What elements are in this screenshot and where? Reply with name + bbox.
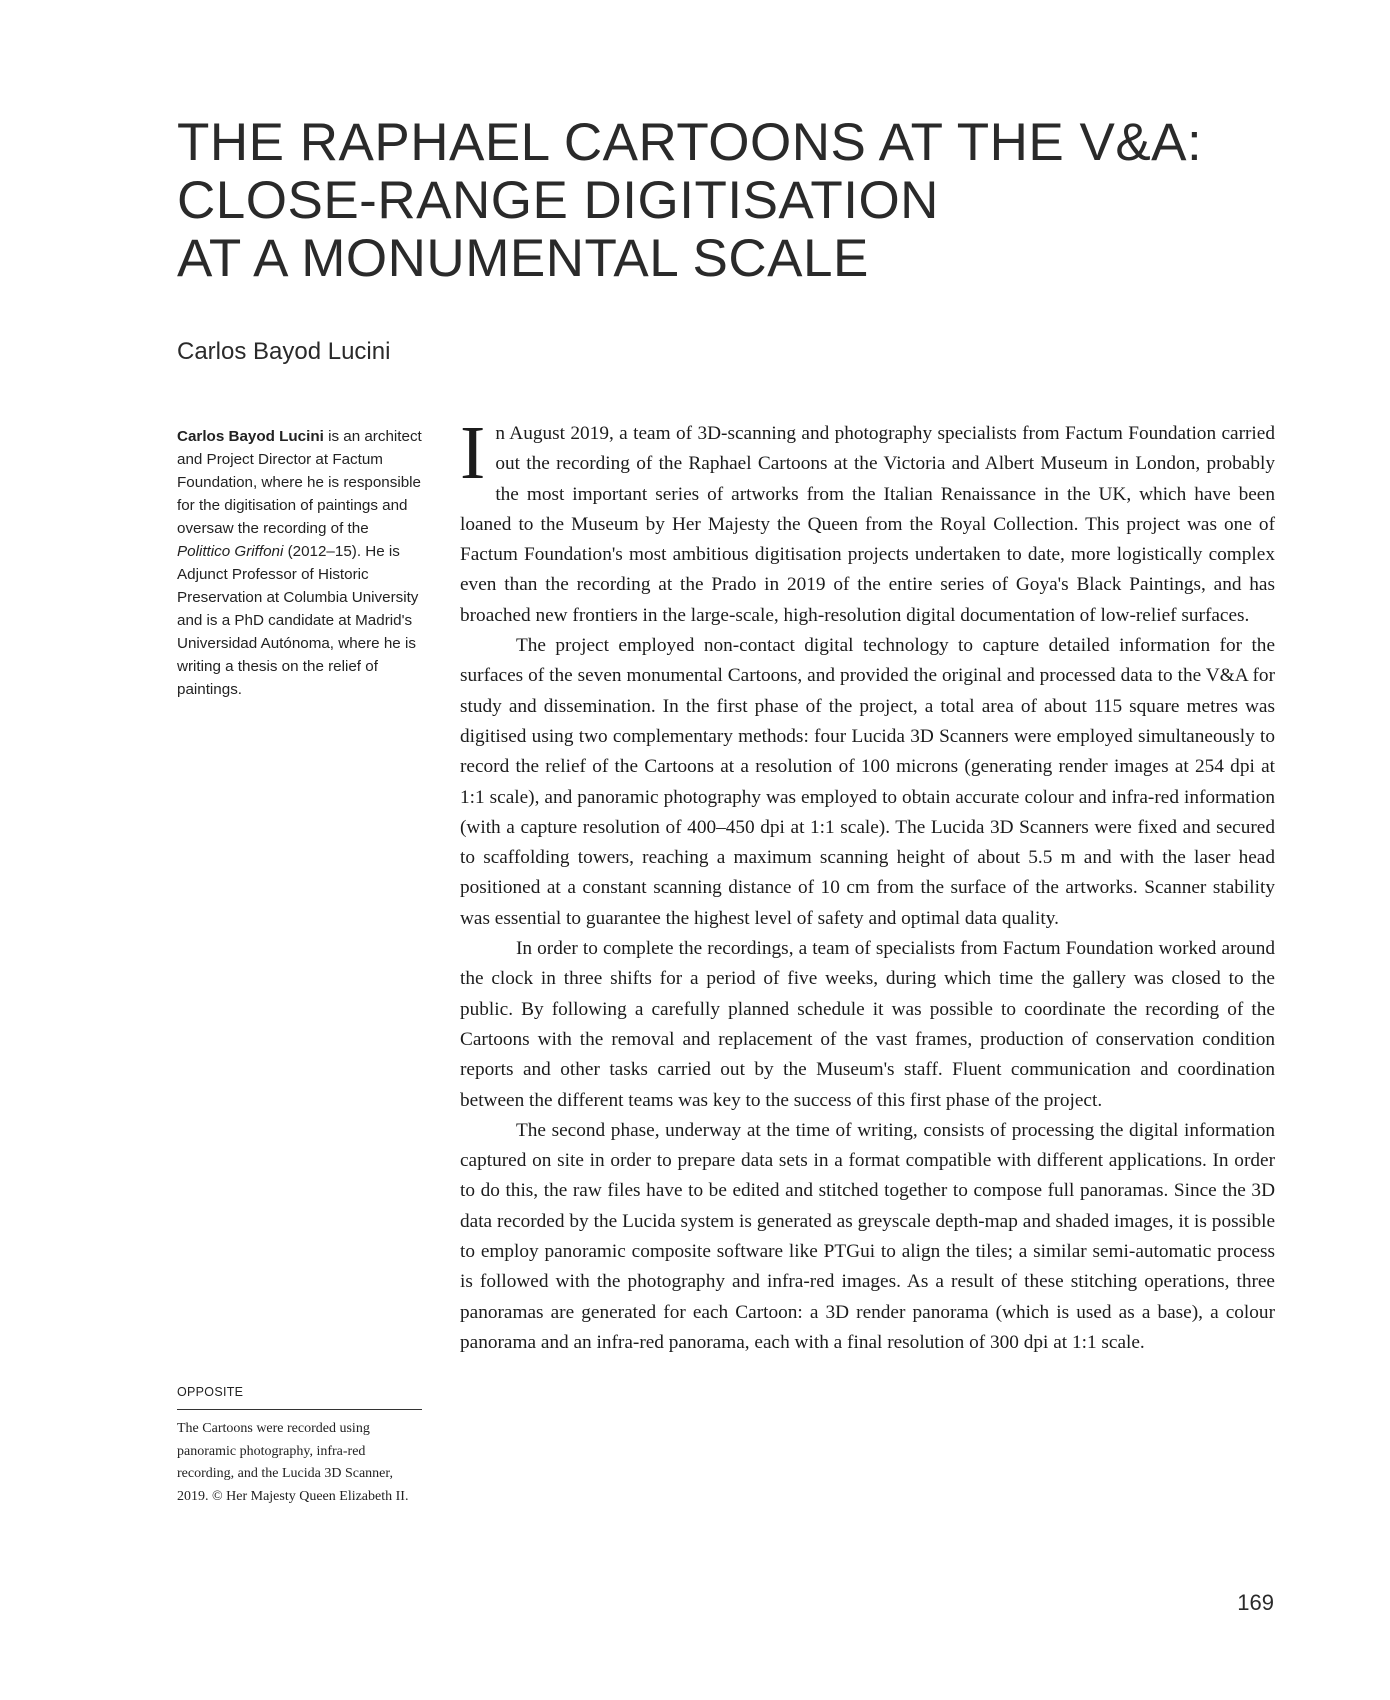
- drop-cap: I: [460, 411, 486, 495]
- caption-label: OPPOSITE: [177, 1385, 422, 1410]
- body-paragraph-3: In order to complete the recordings, a team of specialists from Factum Foundation worked around the clock in three shifts for a period of five weeks, during which time the gallery was closed to the public. By following a carefully planned schedule it was possible to coordinate the recording of the Cartoons with the removal and replacement of the vast frames, production of conservation condition reports and other tasks carried out by the Museum's staff. Fluent communication and coordination between the different teams was key to the success of this first phase of the project.: [460, 938, 1275, 1111]
- body-paragraph-1-text: n August 2019, a team of 3D-scanning and photography specialists from Factum Foundation carried out the recording of the Raphael Cartoons at the Victoria and Albert Museum in London, probably the most important series of artworks from the Italian Renaissance in the UK, which have been loaned to the Museum by Her Majesty the Queen from the Royal Collection. This project was one of Factum Foundation's most ambitious digitisation projects undertaken to date, more logistically complex even than the recording at the Prado in 2019 of the entire series of Goya's Black Paintings, and has broached new frontiers in the large-scale, high-resolution digital documentation of low-relief surfaces.: [460, 423, 1275, 626]
- image-caption: [177, 1385, 422, 1508]
- bio-text-end: (2012–15). He is Adjunct Professor of Historic Preservation at Columbia University and is a PhD candidate at Madrid's Universidad Autónoma, where he is writing a thesis on the relief of paintings.: [177, 543, 419, 698]
- body-paragraph-1: [460, 411, 1275, 631]
- title-line-1: THE RAPHAEL CARTOONS AT THE V&A:: [177, 113, 1203, 172]
- body-paragraph-4: The second phase, underway at the time of writing, consists of processing the digital information captured on site in order to prepare data sets in a format compatible with different applications. In order to do this, the raw files have to be edited and stitched together to compose full panoramas. Since the 3D data recorded by the Lucida system is generated as greyscale depth-map and shaded images, it is possible to employ panoramic composite software like PTGui to align the tiles; a similar semi-automatic process is followed with the photography and infra-red images. As a result of these stitching operations, three panoramas are generated for each Cartoon: a 3D render panorama (which is used as a base), a colour panorama and an infra-red panorama, each with a final resolution of 300 dpi at 1:1 scale.: [460, 1119, 1275, 1353]
- page-number: 169: [1237, 1590, 1274, 1615]
- article-title: [177, 114, 1307, 288]
- title-line-3: AT A MONUMENTAL SCALE: [177, 229, 869, 288]
- body-paragraph-2: The project employed non-contact digital technology to capture detailed information for the surfaces of the seven monumental Cartoons, and provided the original and processed data to the V&A for study and dissemination. In the first phase of the project, a total area of about 115 square metres was digitised using two complementary methods: four Lucida 3D Scanners were employed simultaneously to record the relief of the Cartoons at a resolution of 100 microns (generating render images at 254 dpi at 1:1 scale), and panoramic photography was employed to obtain accurate colour and infra-red information (with a capture resolution of 400–450 dpi at 1:1 scale). The Lucida 3D Scanners were fixed and secured to scaffolding towers, reaching a maximum scanning height of about 5.5 m and with the laser head positioned at a constant scanning distance of 10 cm from the surface of the artworks. Scanner stability was essential to guarantee the highest level of safety and optimal data quality.: [460, 635, 1275, 929]
- article-body: [460, 411, 1275, 1358]
- caption-text: The Cartoons were recorded using panoramic photography, infra-red recording, and the Lucida 3D Scanner, 2019. © Her Majesty Queen Elizabeth II.: [177, 1421, 409, 1504]
- bio-author-name: Carlos Bayod Lucini: [177, 428, 324, 445]
- bio-italic-title: Polittico Griffoni: [177, 543, 284, 560]
- bio-text-start: is an architect and Project Director at Factum Foundation, where he is responsible for the digitisation of paintings and oversaw the recording of the: [177, 428, 422, 537]
- title-line-2: CLOSE-RANGE DIGITISATION: [177, 171, 939, 230]
- author-byline: Carlos Bayod Lucini: [177, 338, 391, 365]
- author-bio: [177, 425, 422, 701]
